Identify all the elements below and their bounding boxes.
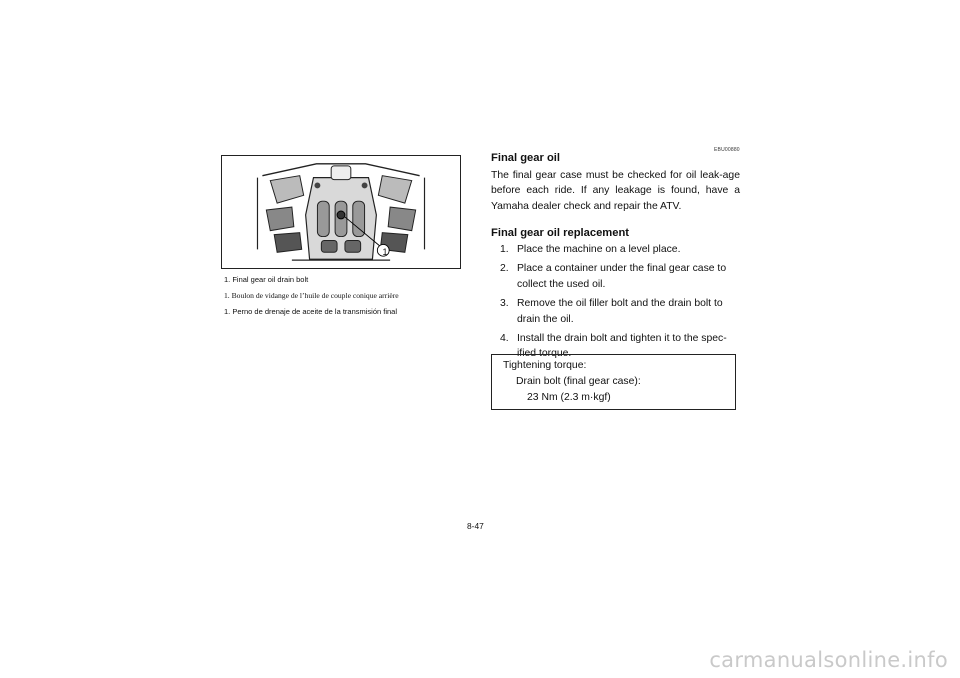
- section-title-final-gear-oil: Final gear oil: [491, 152, 561, 164]
- torque-label: Tightening torque:: [503, 360, 587, 371]
- final-gear-oil-paragraph: The final gear case must be checked for oil leak-age before each ride. If any leakage is found, have a Yamaha dealer check and repair the ATV.: [491, 170, 740, 212]
- step-item: 1. Place the machine on a level place.: [500, 244, 681, 255]
- page-number: 8-47: [467, 521, 484, 531]
- drain-bolt-illustration: [221, 155, 461, 269]
- tightening-torque-box: [491, 354, 736, 410]
- watermark: carmanualsonline.info: [709, 648, 948, 672]
- section-code: EBU00880: [714, 147, 740, 153]
- callout-number: 1: [382, 247, 388, 257]
- gear-case-drawing: [222, 156, 460, 268]
- caption-spanish: 1. Perno de drenaje de aceite de la transmisión final: [224, 307, 398, 316]
- torque-value: 23 Nm (2.3 m·kgf): [527, 392, 611, 403]
- step-item: 4. Install the drain bolt and tighten it to the spec-ified torque.: [500, 333, 727, 360]
- step-item: 2. Place a container under the final gear case to collect the used oil.: [500, 263, 727, 290]
- caption-french: 1. Boulon de vidange de l’huile de couple conique arrière: [224, 291, 399, 300]
- caption-english: 1. Final gear oil drain bolt: [224, 275, 309, 284]
- section-title-replacement: Final gear oil replacement: [491, 227, 630, 239]
- torque-item: Drain bolt (final gear case):: [516, 376, 641, 387]
- step-item: 3. Remove the oil filler bolt and the drain bolt to drain the oil.: [500, 298, 723, 325]
- replacement-steps: [491, 242, 740, 366]
